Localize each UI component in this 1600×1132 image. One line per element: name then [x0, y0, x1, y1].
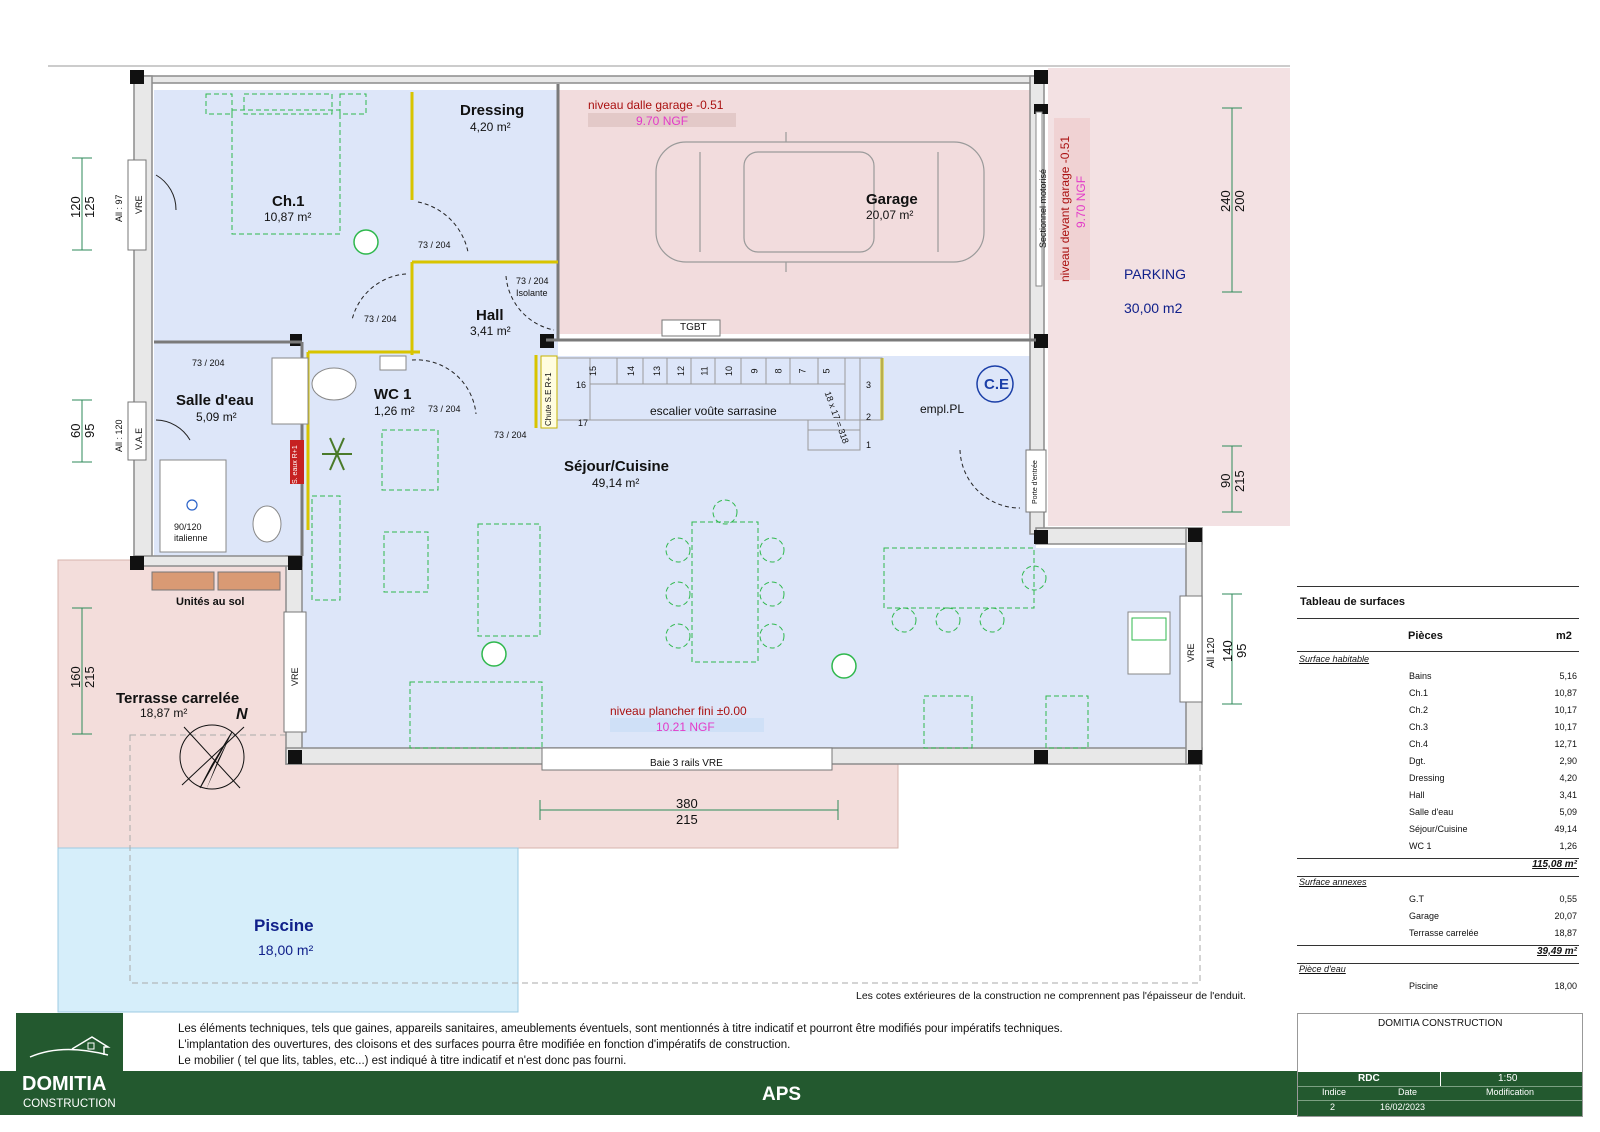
legend-value: 10,17 — [1554, 705, 1577, 715]
title-block — [1297, 1013, 1583, 1117]
dim-label: 140 — [1220, 640, 1235, 662]
level-floor-ngf: 10.21 NGF — [656, 720, 715, 734]
stair-step: 9 — [749, 368, 760, 374]
table-row — [1297, 688, 1579, 705]
legend-room: Ch.4 — [1409, 739, 1429, 749]
dim-label: 215 — [1232, 470, 1247, 492]
table-row — [1297, 894, 1579, 911]
level-front-garage: niveau devant garage -0.51 — [1058, 135, 1072, 282]
dim-label: 120 — [68, 196, 83, 218]
door-tag-ch1: 73 / 204 — [418, 240, 451, 250]
legend-room: Ch.2 — [1409, 705, 1429, 715]
dim-label: 160 — [68, 666, 83, 688]
stairs-label: escalier voûte sarrasine — [650, 404, 777, 418]
level-garage-ngf: 9.70 NGF — [636, 114, 689, 128]
unites-sol-label: Unités au sol — [176, 596, 245, 608]
legend-value: 20,07 — [1554, 911, 1577, 921]
value-date: 16/02/2023 — [1380, 1102, 1426, 1112]
legend-room: Hall — [1409, 790, 1425, 800]
room-area-garage: 20,07 m² — [866, 208, 914, 222]
room-area-sejour: 49,14 m² — [592, 476, 640, 490]
stair-step: 13 — [652, 365, 663, 377]
house-logo-icon — [16, 1013, 123, 1073]
legend-room: Dressing — [1409, 773, 1445, 783]
legend-total: 115,08 m² — [1532, 859, 1577, 870]
allege-97: All : 97 — [114, 194, 124, 222]
room-area-salle-eau: 5,09 m² — [196, 410, 237, 424]
legend-value: 0,55 — [1559, 894, 1577, 904]
allege-120-kitchen: All 120 — [1206, 637, 1217, 668]
ce-label: C.E — [984, 376, 1010, 393]
company-name: DOMITIA CONSTRUCTION — [1378, 1018, 1503, 1029]
surface-table — [1297, 654, 1579, 998]
header-modification: Modification — [1486, 1087, 1535, 1097]
door-tag-wc: 73 / 204 — [428, 404, 461, 414]
room-area-terrasse: 18,87 m² — [140, 706, 188, 720]
legend-room: Terrasse carrelée — [1409, 928, 1479, 938]
room-area-piscine: 18,00 m² — [258, 942, 314, 958]
value-indice: 2 — [1330, 1102, 1336, 1112]
legend-col-rooms: Pièces — [1408, 630, 1443, 642]
room-area-wc1: 1,26 m² — [374, 404, 415, 418]
room-area-ch1: 10,87 m² — [264, 210, 312, 224]
header-date: Date — [1398, 1087, 1418, 1097]
outside-note: Les cotes extérieures de la construction ne comprennent pas l'épaisseur de l'enduit. — [856, 990, 1246, 1002]
compass-north-label: N — [236, 706, 248, 723]
level-floor: niveau plancher fini ±0.00 — [610, 704, 747, 718]
table-row — [1297, 807, 1579, 824]
legend-room: Dgt. — [1409, 756, 1426, 766]
stair-step: 15 — [588, 365, 599, 377]
table-row — [1297, 824, 1579, 841]
legend-value: 3,41 — [1559, 790, 1577, 800]
brand-logo — [16, 1013, 123, 1115]
room-name-sejour: Séjour/Cuisine — [564, 458, 670, 475]
legend-room: Bains — [1409, 671, 1432, 681]
stair-calc-label: 18 x 17 = 318 — [822, 390, 851, 445]
window-vre-kitchen: VRE — [1186, 643, 1196, 662]
table-row — [1297, 790, 1579, 807]
footer-bar — [0, 1071, 1300, 1115]
isolante-label: Isolante — [516, 288, 548, 298]
table-row — [1297, 705, 1579, 722]
dim-label: 215 — [676, 812, 698, 827]
dim-label: 200 — [1232, 190, 1247, 212]
room-name-hall: Hall — [476, 307, 504, 324]
dim-label: 95 — [1234, 643, 1249, 658]
window-vre-sejour: VRE — [290, 667, 300, 686]
stair-step: 10 — [724, 365, 735, 377]
stair-step: 5 — [821, 368, 832, 374]
legend-room: Séjour/Cuisine — [1409, 824, 1468, 834]
scale-value: 1:50 — [1498, 1073, 1518, 1084]
room-name-garage: Garage — [866, 191, 918, 208]
legend-total: 39,49 m² — [1536, 946, 1577, 957]
legend-value: 10,87 — [1554, 688, 1577, 698]
dim-label: 125 — [82, 196, 97, 218]
chute-label: Chute S.E R+1 — [544, 372, 553, 426]
table-row — [1297, 911, 1579, 928]
footer-note-2: L'implantation des ouvertures, des cloisons et des surfaces pourra être modifiée en fonction d'impératifs de construction. — [178, 1039, 791, 1051]
legend-value: 12,71 — [1554, 739, 1577, 749]
legend-section: Pièce d'eau — [1299, 964, 1346, 974]
door-tag-salle: 73 / 204 — [192, 358, 225, 368]
room-name-terrasse: Terrasse carrelée — [116, 690, 240, 707]
stair-step: 2 — [866, 412, 872, 422]
legend-value: 49,14 — [1554, 824, 1577, 834]
level-garage-slab: niveau dalle garage -0.51 — [588, 98, 724, 112]
table-row — [1297, 671, 1579, 688]
table-row — [1297, 773, 1579, 790]
table-row — [1297, 739, 1579, 756]
footer-note-3: Le mobilier ( tel que lits, tables, etc...) est indiqué à titre indicatif et n'est donc pas fourni. — [178, 1055, 627, 1067]
brand-name: DOMITIA — [22, 1073, 107, 1095]
garage-door-label: Sectionnel motorisé — [1038, 168, 1048, 248]
allege-120: All : 120 — [114, 419, 124, 452]
table-row — [1297, 722, 1579, 739]
legend-value: 1,26 — [1559, 841, 1577, 851]
stair-step: 1 — [866, 440, 872, 450]
room-name-parking: PARKING — [1124, 266, 1186, 282]
legend-room: WC 1 — [1409, 841, 1432, 851]
phase-label: APS — [762, 1084, 802, 1105]
dim-label: 215 — [82, 666, 97, 688]
legend-value: 2,90 — [1559, 756, 1577, 766]
room-area-hall: 3,41 m² — [470, 324, 511, 338]
door-tag-garage: 73 / 204 — [516, 276, 549, 286]
stair-step: 7 — [797, 368, 808, 374]
room-name-ch1: Ch.1 — [272, 193, 305, 210]
dim-label: 60 — [68, 423, 83, 438]
legend-value: 4,20 — [1559, 773, 1577, 783]
legend-room: Salle d'eau — [1409, 807, 1454, 817]
shower-size-label: 90/120 — [174, 522, 202, 532]
brand-subtitle: CONSTRUCTION — [23, 1098, 116, 1110]
s-eaux-label: S. eaux R+1 — [292, 445, 299, 484]
legend-room: Piscine — [1409, 981, 1439, 991]
stair-step: 17 — [578, 418, 589, 428]
room-name-wc1: WC 1 — [374, 386, 412, 403]
level-front-ngf: 9.70 NGF — [1074, 175, 1088, 228]
dim-label: 380 — [676, 796, 698, 811]
tgbt-label: TGBT — [680, 322, 707, 333]
legend-section: Surface habitable — [1299, 654, 1370, 664]
legend-value: 18,87 — [1554, 928, 1577, 938]
footer-note-1: Les éléments techniques, tels que gaines, appareils sanitaires, ameublements éventuels, sont mentionnés à titre indicatif et pourront être modifiés pour impératifs techniques. — [178, 1023, 1063, 1035]
legend-value: 5,16 — [1559, 671, 1577, 681]
table-row — [1297, 928, 1579, 945]
legend-col-unit: m2 — [1556, 630, 1572, 642]
room-area-parking: 30,00 m2 — [1124, 300, 1183, 316]
legend-section: Surface annexes — [1299, 877, 1367, 887]
shower-type-label: italienne — [174, 533, 208, 543]
legend-value: 10,17 — [1554, 722, 1577, 732]
door-tag-hall: 73 / 204 — [364, 314, 397, 324]
dim-label: 240 — [1218, 190, 1233, 212]
stair-step: 14 — [626, 365, 637, 377]
stair-step: 11 — [699, 366, 710, 376]
level-name: RDC — [1358, 1073, 1380, 1084]
table-row — [1297, 756, 1579, 773]
window-vre-ch1: VRE — [134, 195, 144, 214]
baie-label: Baie 3 rails VRE — [650, 758, 723, 769]
door-tag-sejour: 73 / 204 — [494, 430, 527, 440]
table-row — [1297, 981, 1579, 998]
room-area-dressing: 4,20 m² — [470, 120, 511, 134]
dim-label: 90 — [1218, 473, 1233, 488]
stair-step: 12 — [676, 365, 687, 377]
table-row — [1297, 841, 1579, 858]
stair-step: 16 — [576, 380, 587, 390]
stair-step: 3 — [866, 380, 872, 390]
stair-step: 8 — [773, 368, 784, 374]
legend-room: Ch.1 — [1409, 688, 1429, 698]
legend-room: G.T — [1409, 894, 1424, 904]
legend-room: Ch.3 — [1409, 722, 1429, 732]
legend-title: Tableau de surfaces — [1300, 596, 1405, 608]
empl-pl-label: empl.PL — [920, 402, 965, 416]
room-name-dressing: Dressing — [460, 102, 525, 119]
window-vae-salle: V.A.E — [134, 427, 144, 450]
dim-label: 95 — [82, 423, 97, 438]
room-name-salle-eau: Salle d'eau — [176, 392, 254, 409]
legend-room: Garage — [1409, 911, 1440, 921]
room-name-piscine: Piscine — [254, 916, 314, 935]
legend-value: 18,00 — [1554, 981, 1577, 991]
porte-entree-label: Porte d'entrée — [1032, 460, 1039, 504]
legend-value: 5,09 — [1559, 807, 1577, 817]
header-indice: Indice — [1322, 1087, 1347, 1097]
